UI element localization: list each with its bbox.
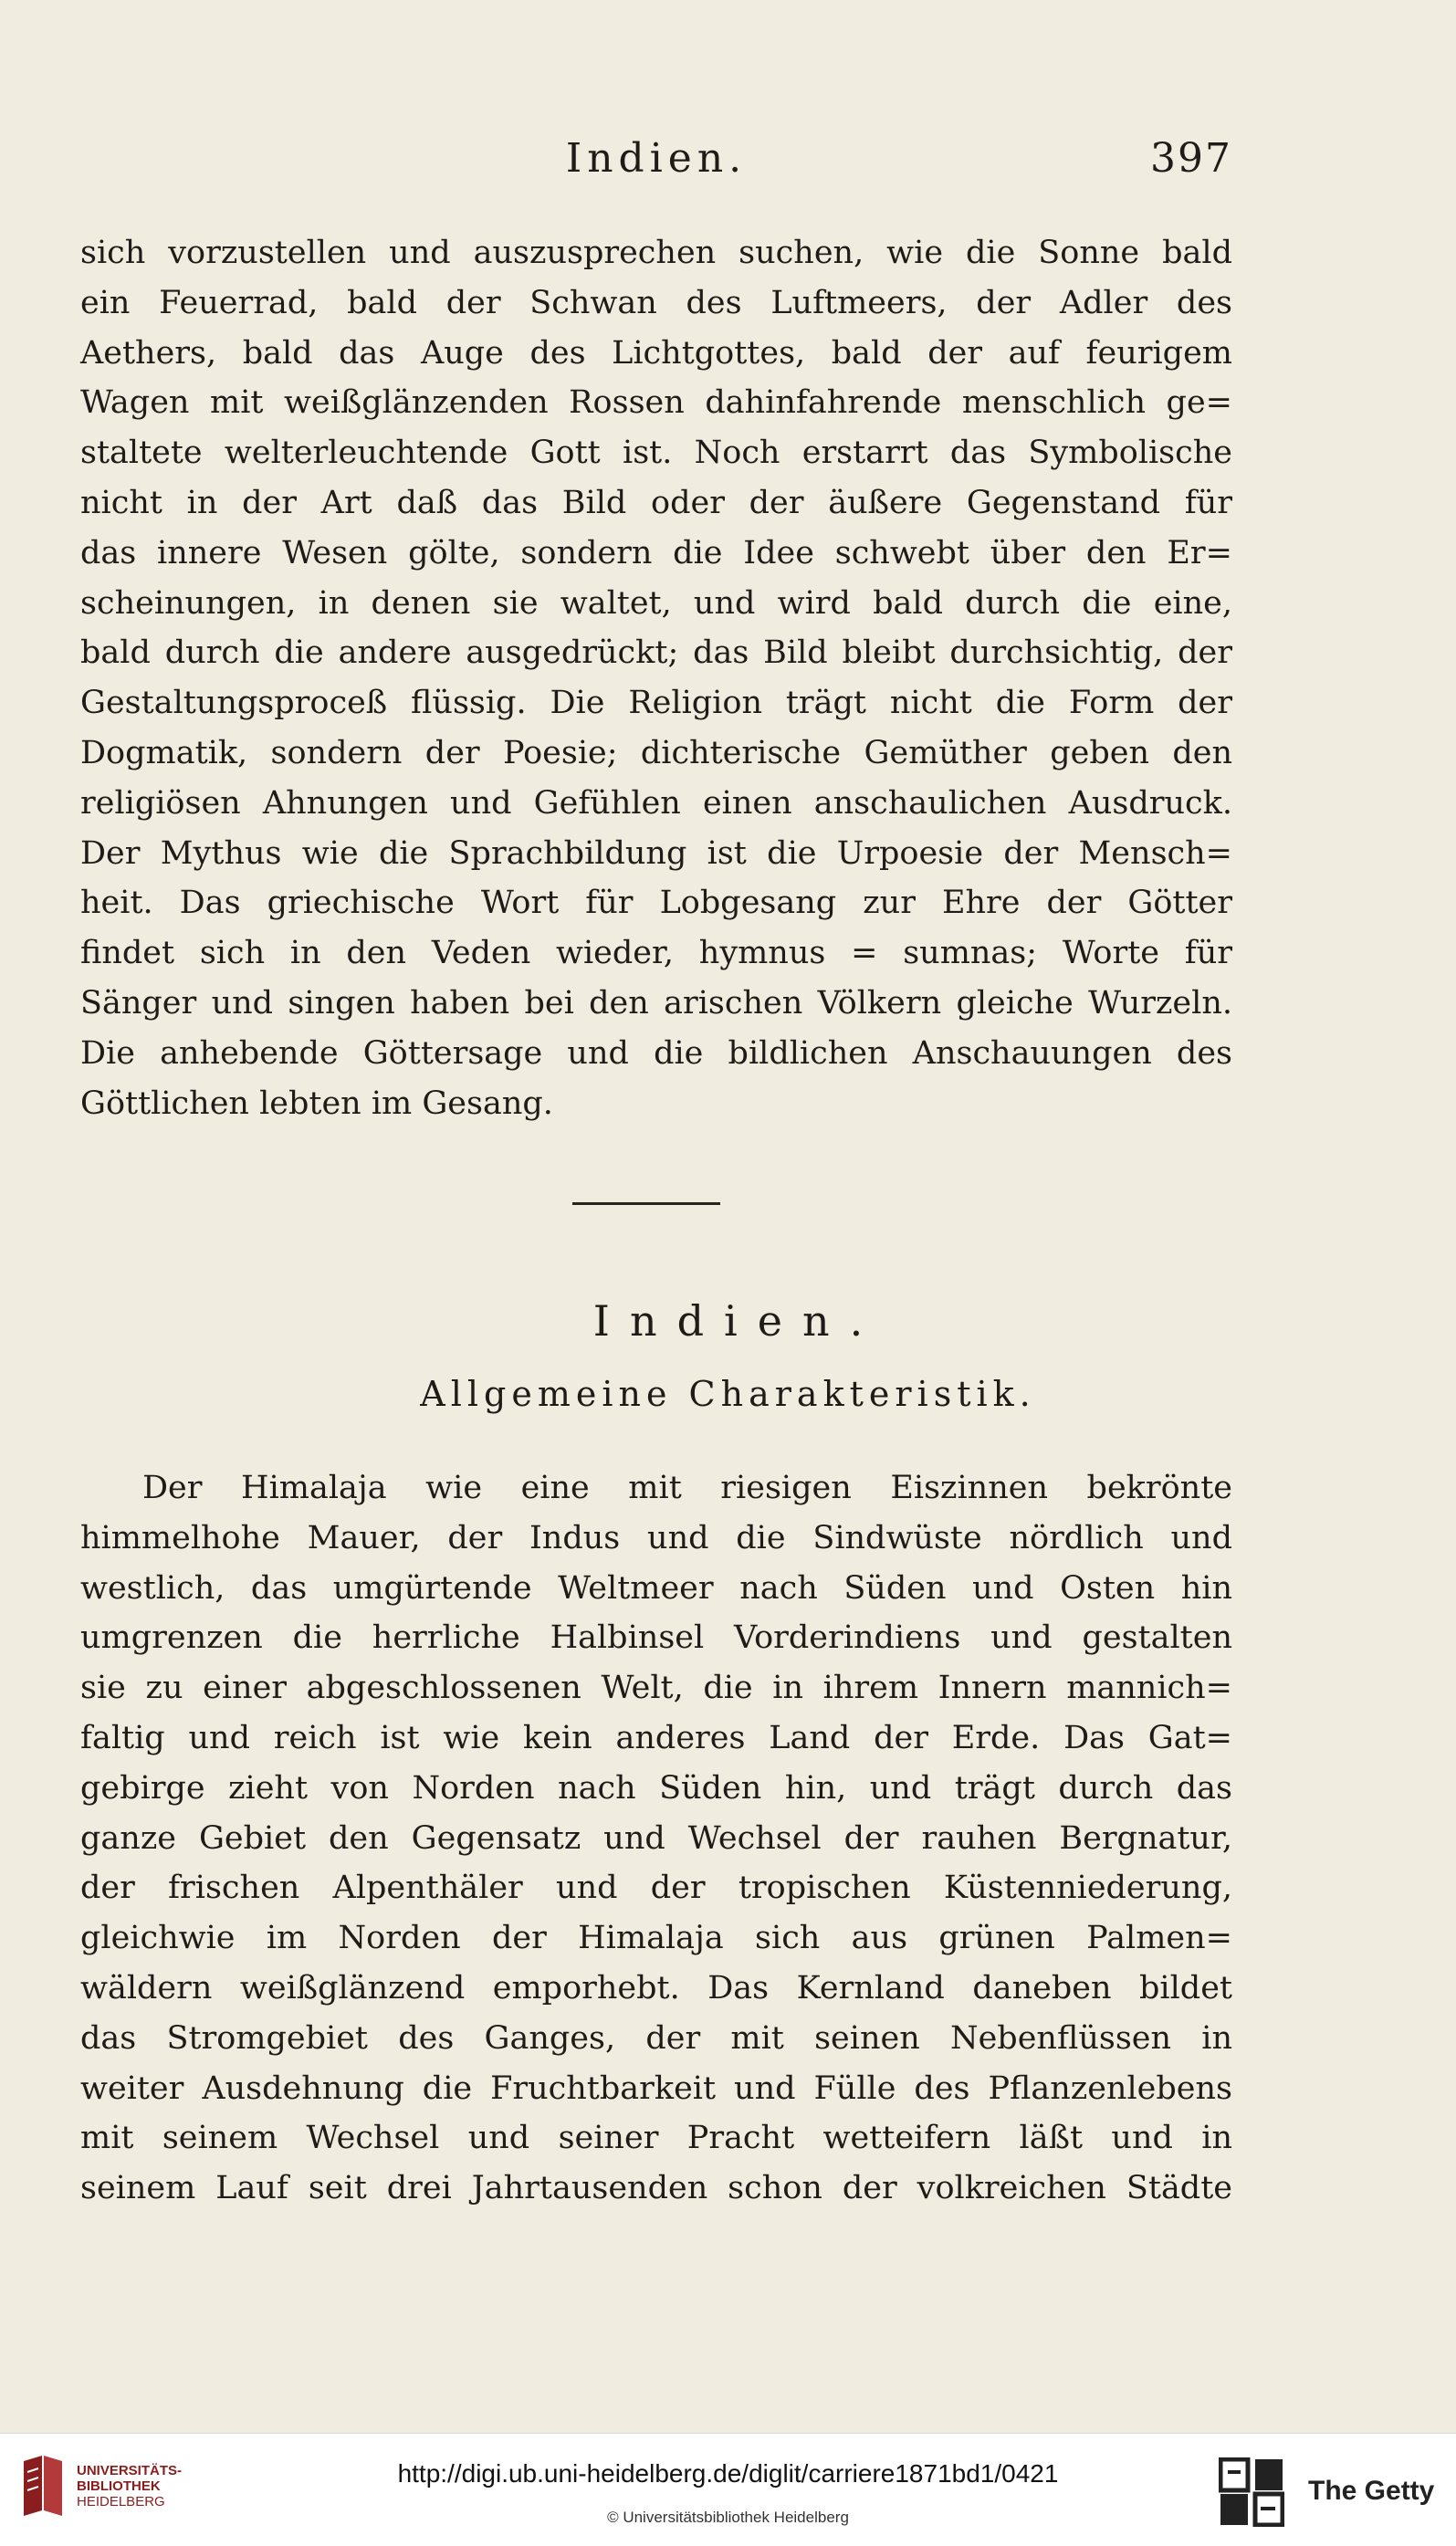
text-line: sich vorzustellen und auszusprechen suchen, wie die Sonne bald [80,235,1232,271]
text-line: scheinungen, in denen sie waltet, und wird bald durch die eine, [80,584,1232,622]
getty-logo-icon [1219,2457,1284,2527]
text-line: ganze Gebiet den Gegensatz und Wechsel der rauhen Bergnatur, [80,1819,1232,1857]
text-line: mit seinem Wechsel und seiner Pracht wetteifern läßt und in [80,2120,1232,2157]
page-number: 397 [1150,135,1232,182]
paragraph-1 [80,228,1232,1128]
permalink-link[interactable]: http://digi.ub.uni-heidelberg.de/diglit/carriere1871bd1/0421 [397,2459,1059,2488]
text-line: bald durch die andere ausgedrückt; das Bild bleibt durchsichtig, der [80,634,1232,672]
text-line: Göttlichen lebten im Gesang. [80,1084,553,1122]
section-divider [572,1202,720,1205]
library-name-line: UNIVERSITÄTS- [77,2463,183,2478]
paragraph-2 [80,1463,1232,2214]
copyright-notice: © Universitätsbibliothek Heidelberg [607,2509,849,2526]
text-line: der frischen Alpenthäler und der tropischen Küstenniederung, [80,1870,1232,1907]
getty-name: The Getty [1308,2476,1435,2506]
text-line: Sänger und singen haben bei den arischen Völkern gleiche Wurzeln. [80,984,1232,1022]
text-line: nicht in der Art daß das Bild oder der äußere Gegenstand für [80,484,1232,521]
library-name-line: BIBLIOTHEK [77,2478,161,2494]
text-line: religiösen Ahnungen und Gefühlen einen anschaulichen Ausdruck. [80,784,1232,822]
library-name-line: HEIDELBERG [77,2494,165,2509]
running-title: Indien. [565,135,748,182]
text-line: heit. Das griechische Wort für Lobgesang zur Ehre der Götter [80,885,1232,922]
text-line: westlich, das umgürtende Weltmeer nach Süden und Osten hin [80,1569,1232,1607]
text-line: Wagen mit weißglänzenden Rossen dahinfahrende menschlich ge= [80,384,1232,422]
text-line: weiter Ausdehnung die Fruchtbarkeit und Fülle des Pflanzenlebens [80,2069,1232,2107]
text-line: Der Himalaja wie eine mit riesigen Eiszinnen bekrönte [142,1470,1232,1506]
text-line: seinem Lauf seit drei Jahrtausenden schon der volkreichen Städte [80,2170,1232,2207]
text-line: Aethers, bald das Auge des Lichtgottes, bald der auf feurigem [80,334,1232,372]
running-head [80,135,1232,190]
text-line: Gestaltungsproceß flüssig. Die Religion trägt nicht die Form der [80,685,1232,722]
text-line: findet sich in den Veden wieder, hymnus = sumnas; Worte für [80,935,1232,972]
text-line: gebirge zieht von Norden nach Süden hin, und trägt durch das [80,1769,1232,1807]
text-line: Der Mythus wie die Sprachbildung ist die Urpoesie der Mensch= [80,834,1232,872]
text-line: gleichwie im Norden der Himalaja sich aus grünen Palmen= [80,1920,1232,1957]
text-line: sie zu einer abgeschlossenen Welt, die in ihrem Innern mannich= [80,1670,1232,1707]
text-line: wäldern weißglänzend emporhebt. Das Kernland daneben bildet [80,1969,1232,2006]
text-line: himmelhohe Mauer, der Indus und die Sindwüste nördlich und [80,1519,1232,1556]
text-line: umgrenzen die herrliche Halbinsel Vorderindiens und gestalten [80,1619,1232,1657]
section-subtitle: Allgemeine Charakteristik. [420,1374,1036,1414]
text-line: staltete welterleuchtende Gott ist. Noch erstarrt das Symbolische [80,435,1232,472]
text-line: das innere Wesen gölte, sondern die Idee schwebt über den Er= [80,534,1232,571]
viewer-footer [0,2433,1456,2546]
section-title: Indien. [592,1296,884,1346]
text-line: faltig und reich ist wie kein anderes Land der Erde. Das Gat= [80,1719,1232,1756]
text-line: das Stromgebiet des Ganges, der mit seinen Nebenflüssen in [80,2019,1232,2057]
text-line: ein Feuerrad, bald der Schwan des Luftmeers, der Adler des [80,284,1232,321]
text-line: Dogmatik, sondern der Poesie; dichterische Gemüther geben den [80,734,1232,771]
text-line: Die anhebende Göttersage und die bildlichen Anschauungen des [80,1034,1232,1072]
